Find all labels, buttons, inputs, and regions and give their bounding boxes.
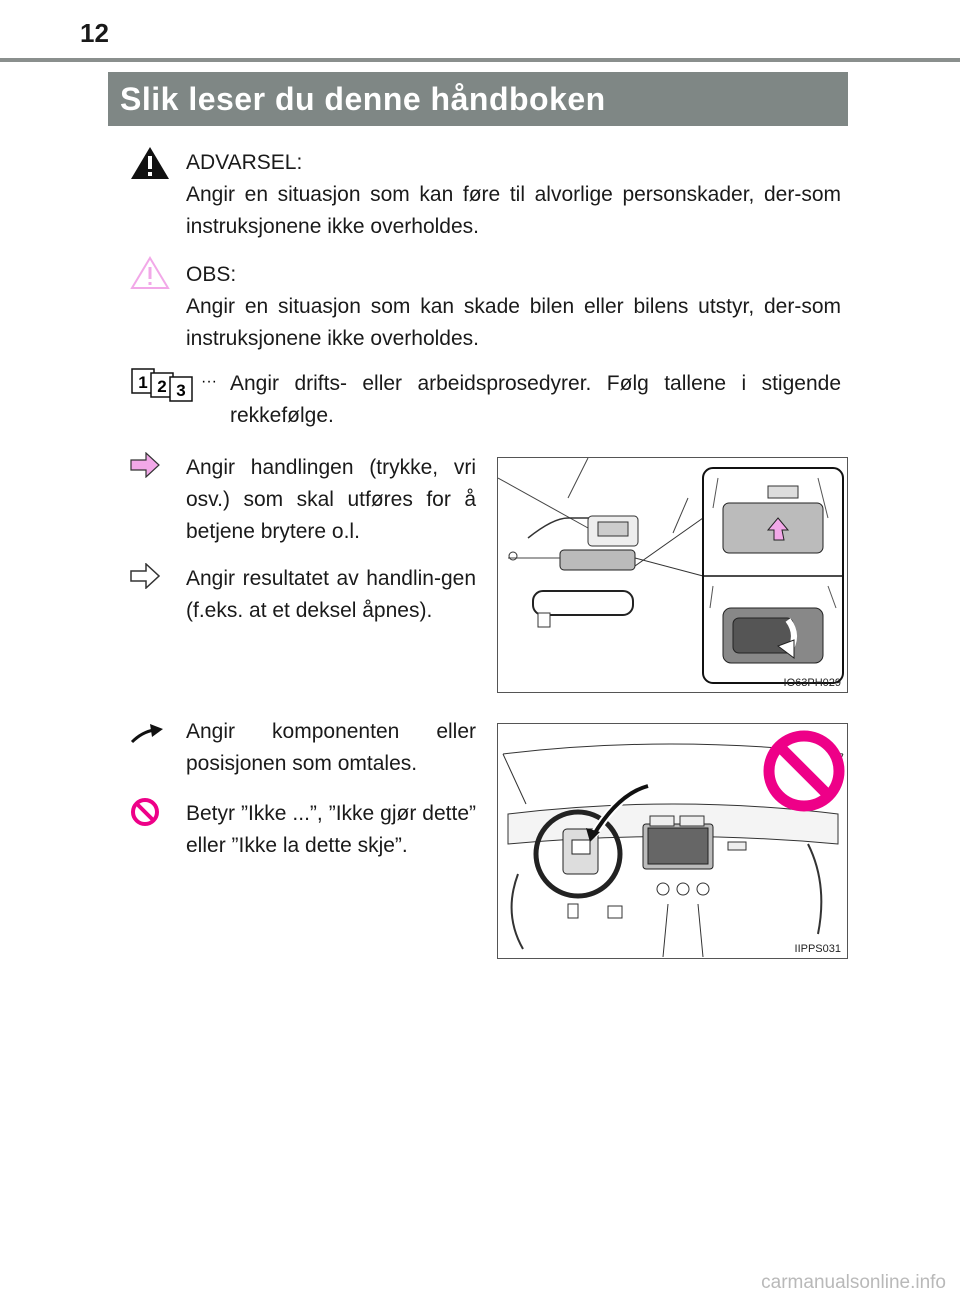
- prohibited-icon: [130, 797, 160, 827]
- component-text: Angir komponenten eller posisjonen som omtales.: [186, 720, 476, 775]
- prohibited-text: Betyr ”Ikke ...”, ”Ikke gjør dette” eller ”Ikke la dette skje”.: [186, 802, 476, 857]
- warning-entry: [186, 147, 841, 243]
- warning-triangle-icon: [130, 146, 170, 180]
- warning-text: Angir en situasjon som kan føre til alvorlige personskader, der-som instruksjonene ikke overholdes.: [186, 183, 841, 238]
- action-arrow-icon: [130, 452, 160, 478]
- notice-text: Angir en situasjon som kan skade bilen eller bilens utstyr, der-som instruksjonene ikke overholdes.: [186, 295, 841, 350]
- page-number: 12: [80, 18, 109, 48]
- result-entry: [186, 563, 476, 627]
- figure-overhead-console: [497, 457, 848, 693]
- step-numbers-icon: [131, 368, 226, 402]
- notice-title: OBS:: [186, 263, 237, 286]
- dashboard-illustration: [498, 724, 846, 957]
- top-rule: [0, 58, 960, 62]
- result-text: Angir resultatet av handlin-gen (f.eks. at et deksel åpnes).: [186, 567, 476, 622]
- step-number-1: 1: [138, 373, 148, 392]
- prohibited-entry: [186, 798, 476, 862]
- step-number-3: 3: [176, 381, 186, 400]
- step-ellipsis: ···: [201, 373, 217, 390]
- steps-entry: [230, 368, 841, 432]
- overhead-console-illustration: [498, 458, 846, 691]
- notice-triangle-icon: [130, 256, 170, 290]
- warning-title: ADVARSEL:: [186, 151, 303, 174]
- figure-dashboard: [497, 723, 848, 959]
- action-text: Angir handlingen (trykke, vri osv.) som skal utføres for å betjene brytere o.l.: [186, 456, 476, 543]
- action-entry: [186, 452, 476, 548]
- figure2-code: IIPPS031: [794, 943, 841, 955]
- component-entry: [186, 716, 476, 780]
- step-number-2: 2: [157, 377, 167, 396]
- result-arrow-icon: [130, 563, 160, 589]
- steps-text: Angir drifts- eller arbeidsprosedyrer. Følg tallene i stigende rekkefølge.: [230, 372, 841, 427]
- component-arrow-icon: [130, 722, 164, 746]
- section-title: Slik leser du denne håndboken: [108, 72, 848, 126]
- footer-url[interactable]: carmanualsonline.info: [761, 1272, 946, 1293]
- figure1-code: IO63PH029: [783, 677, 841, 689]
- notice-entry: [186, 259, 841, 355]
